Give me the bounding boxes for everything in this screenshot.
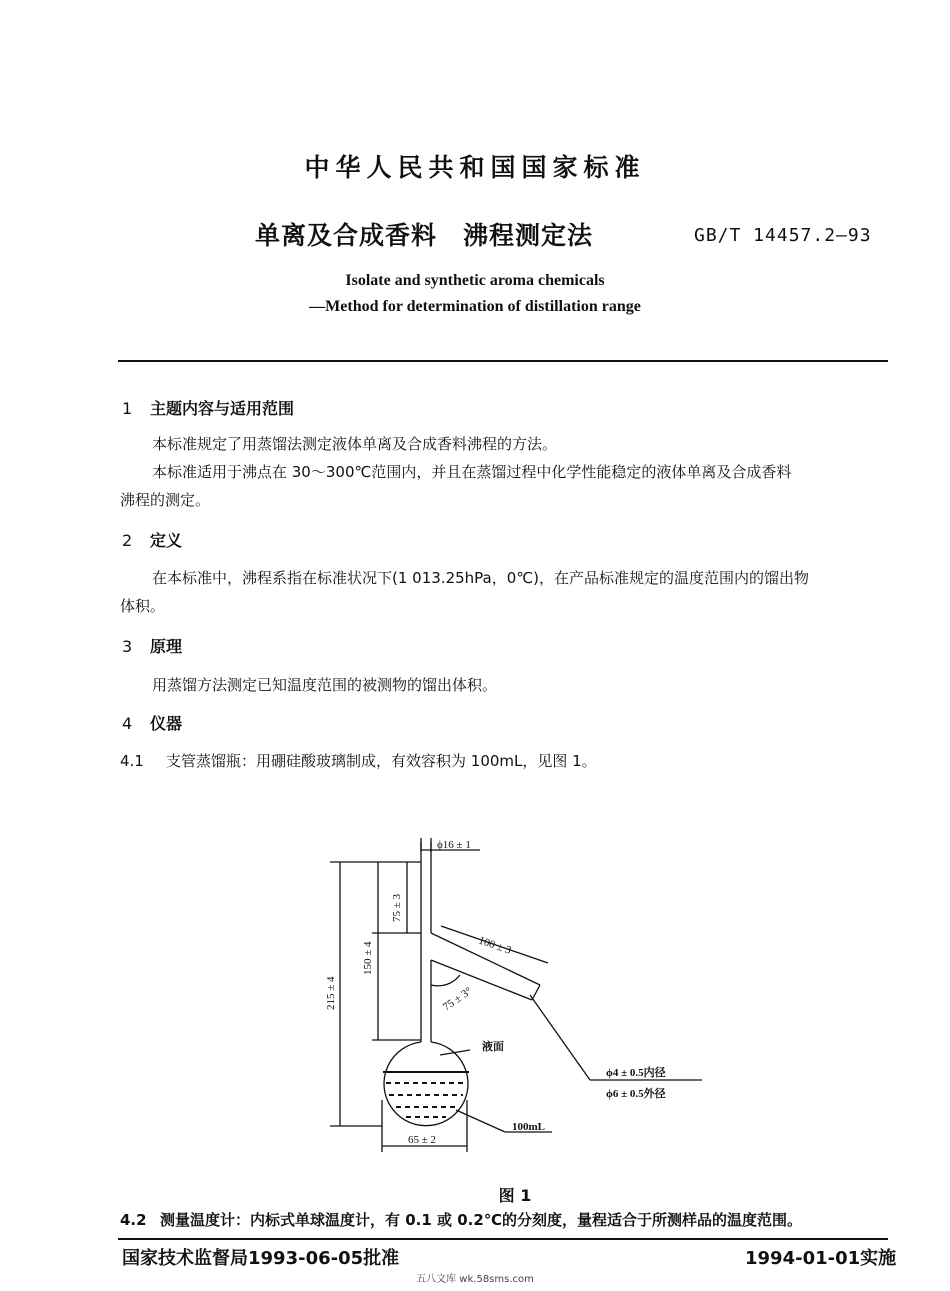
side-arm-end (532, 985, 540, 1000)
section-1-paragraph-1: 本标准规定了用蒸馏法测定液体单离及合成香料沸程的方法。 (152, 435, 558, 453)
label-side-arm-length: 100 ± 3 (477, 934, 513, 957)
section-number: 1 (122, 399, 133, 418)
label-neck-diameter: ϕ16 ± 1 (437, 839, 471, 851)
footer-divider (118, 1238, 888, 1240)
label-liquid-level: 液面 (482, 1041, 504, 1053)
approval-date: 国家技术监督局1993-06-05批准 (122, 1248, 400, 1269)
section-number: 2 (122, 531, 133, 550)
label-215: 215 ± 4 (325, 976, 337, 1010)
section-1-paragraph-2-cont: 沸程的测定。 (120, 491, 211, 509)
distillation-flask-diagram (300, 830, 720, 1160)
section-2-heading (122, 528, 182, 551)
clause-4-2 (120, 1209, 802, 1231)
title-english-line1: Isolate and synthetic aroma chemicals (345, 272, 605, 289)
angle-arc (431, 975, 460, 986)
label-outer-diameter: ϕ6 ± 0.5外径 (606, 1088, 666, 1100)
implementation-date: 1994-01-01实施 (745, 1248, 897, 1269)
figure-caption: 图 1 (498, 1186, 532, 1205)
volume-leader (456, 1110, 505, 1132)
section-1-paragraph-2: 本标准适用于沸点在 30～300℃范围内，并且在蒸馏过程中化学性能稳定的液体单离及合成香料 (152, 463, 792, 481)
side-arm-lower (431, 960, 532, 1000)
label-volume: 100mL (512, 1121, 545, 1133)
issuing-authority: 中华人民共和国国家标准 (304, 153, 646, 182)
title-chinese: 单离及合成香料 沸程测定法 (255, 221, 594, 250)
section-title: 原理 (150, 637, 183, 656)
clause-text: 支管蒸馏瓶：用硼硅酸玻璃制成，有效容积为 100mL，见图 1。 (166, 752, 597, 770)
section-number: 3 (122, 637, 133, 656)
section-4-heading (122, 711, 182, 734)
watermark: 五八文库 wk.58sms.com (416, 1274, 534, 1285)
section-2-paragraph: 在本标准中，沸程系指在标准状况下(1 013.25hPa，0℃)，在产品标准规定的温度范围内的馏出物 (152, 569, 809, 587)
label-150: 150 ± 4 (362, 941, 374, 975)
section-3-paragraph: 用蒸馏方法测定已知温度范围的被测物的馏出体积。 (152, 676, 498, 694)
section-title: 主题内容与适用范围 (150, 399, 295, 418)
diameter-leader (530, 995, 590, 1080)
section-2-paragraph-cont: 体积。 (120, 597, 166, 615)
clause-number: 4.2 (120, 1211, 147, 1229)
standard-number: GB/T 14457.2—93 (694, 225, 872, 246)
section-1-heading (122, 396, 294, 419)
section-title: 仪器 (150, 714, 183, 733)
label-bulb-diameter: 65 ± 2 (408, 1134, 437, 1146)
title-english-line2: —Method for determination of distillation range (309, 298, 641, 315)
clause-4-1 (120, 750, 597, 772)
clause-text: 测量温度计：内标式单球温度计，有 0.1 或 0.2℃的分刻度，量程适合于所测样品的温度范围。 (160, 1211, 802, 1229)
header-divider (118, 360, 888, 362)
label-75: 75 ± 3 (391, 893, 403, 922)
clause-number: 4.1 (120, 752, 144, 770)
section-3-heading (122, 634, 182, 657)
liquid-leader (440, 1050, 470, 1055)
section-number: 4 (122, 714, 133, 733)
section-title: 定义 (150, 531, 183, 550)
label-inner-diameter: ϕ4 ± 0.5内径 (606, 1067, 666, 1079)
label-angle: 75 ± 3° (440, 985, 475, 1014)
